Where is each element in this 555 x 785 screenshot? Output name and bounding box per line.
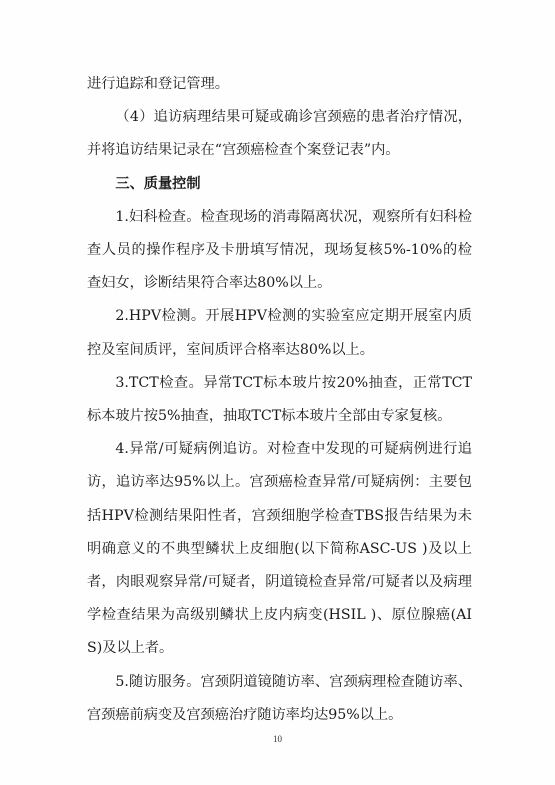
- paragraph-gynecological-exam: 1.妇科检查。检查现场的消毒隔离状况，观察所有妇科检查人员的操作程序及卡册填写情况，现场复核5%-10%的检查妇女，诊断结果符合率达80%以上。: [87, 208, 472, 292]
- paragraph-item-4: （4）追访病理结果可疑或确诊宫颈癌的患者治疗情况，并将追访结果记录在“宫颈癌检查个案登记表”内。: [87, 109, 472, 159]
- document-body: [87, 68, 472, 732]
- paragraph-abnormal-followup: 4.异常/可疑病例追访。对检查中发现的可疑病例进行追访，追访率达95%以上。宫颈癌检查异常/可疑病例：主要包括HPV检测结果阳性者，宫颈细胞学检查TBS报告结果为未明确意义的不典型鳞状上皮细胞(以下简称ASC-US )及以上者，肉眼观察异常/可疑者，阴道镜检查异常/可疑者以及病理学检查结果为高级别鳞状上皮内病变(HSIL )、原位腺癌(AIS)及以上者。: [87, 441, 472, 657]
- paragraph-hpv-test: 2.HPV检测。开展HPV检测的实验室应定期开展室内质控及室间质评，室间质评合格率达80%以上。: [87, 308, 472, 358]
- paragraph-continuation: 进行追踪和登记管理。: [87, 76, 229, 92]
- paragraph-tct-exam: 3.TCT检查。异常TCT标本玻片按20%抽查，正常TCT标本玻片按5%抽查，抽取TCT标本玻片全部由专家复核。: [87, 374, 472, 425]
- section-heading-quality-control: 三、质量控制: [115, 175, 201, 192]
- paragraph-followup-service: 5.随访服务。宫颈阴道镜随访率、宫颈病理检查随访率、宫颈癌前病变及宫颈癌治疗随访率均达95%以上。: [87, 673, 472, 723]
- page-number: 10: [273, 734, 282, 744]
